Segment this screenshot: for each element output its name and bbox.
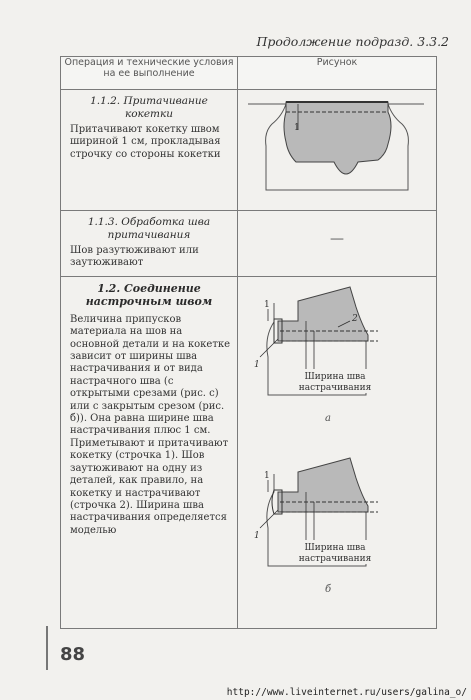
figure-cell: [238, 211, 437, 277]
table-row: [61, 90, 437, 211]
table-row: [61, 211, 437, 277]
operation-cell: [61, 276, 238, 628]
operation-cell: [61, 211, 238, 277]
no-figure-dash: —: [330, 231, 344, 247]
yoke-attach-figure: [238, 90, 435, 206]
seam-width-callout: Ширина шва: [304, 542, 366, 553]
page-number: 88: [60, 644, 86, 665]
stitch-2-label: 2: [352, 313, 358, 324]
operations-table: [60, 56, 437, 629]
seam-width-callout: настрачивания: [298, 553, 372, 564]
stitch-1-label: 1: [254, 359, 260, 370]
stitch-1-label: 1: [254, 530, 260, 541]
figure-caption-b: б: [324, 583, 332, 595]
footer-url-watermark: http://www.liveinternet.ru/users/galina_o/: [226, 687, 467, 698]
lapped-seam-figure-a: [238, 277, 435, 452]
section-text: Шов разутюживают или заутюживают: [70, 245, 199, 269]
table-header-row: [61, 57, 437, 90]
running-head: Продолжение подразд. 3.3.2: [256, 34, 449, 49]
figure-caption-a: а: [325, 412, 331, 424]
figure-cell: [238, 90, 437, 211]
section-title: 1.1.3. Обработка шва притачивания: [87, 216, 211, 241]
seam-width-callout: Ширина шва: [304, 371, 366, 382]
margin-rule: [46, 626, 48, 670]
operation-cell: [61, 90, 238, 211]
header-operations: Операция и технические условия на ее выполнение: [61, 57, 238, 90]
section-text: Притачивают кокетку швом шириной 1 см, прокладывая строчку со стороны кокетки: [70, 124, 221, 160]
figure-number-label: 1: [294, 123, 300, 133]
header-figure: Рисунок: [238, 57, 437, 90]
lapped-seam-figure-b: [238, 452, 435, 627]
table-row: [61, 276, 437, 628]
section-title: 1.2. Соединение настрочным швом: [85, 281, 213, 308]
section-title: 1.1.2. Притачивание кокетки: [90, 95, 208, 120]
figure-number-label: 1: [264, 299, 270, 310]
section-text: Величина припусков материала на шов на основной детали и на кокетке зависит от ширины шва настрачивания и от вида настрачного шва (с открытыми срезами (рис. с) или с закрытым срезом (рис. б)). Она равна ширине шва настрачивания плюс 1 см. Приметывают и притачивают кокетку (строчка 1). Шов заутюживают на одну из деталей, как правило, на кокетку и настрачивают (строчка 2). Ширина шва настрачивания определяется моделью: [70, 313, 231, 536]
figure-cell: [238, 276, 437, 628]
seam-width-callout: настрачивания: [298, 382, 372, 393]
figure-number-label: 1: [264, 470, 270, 481]
